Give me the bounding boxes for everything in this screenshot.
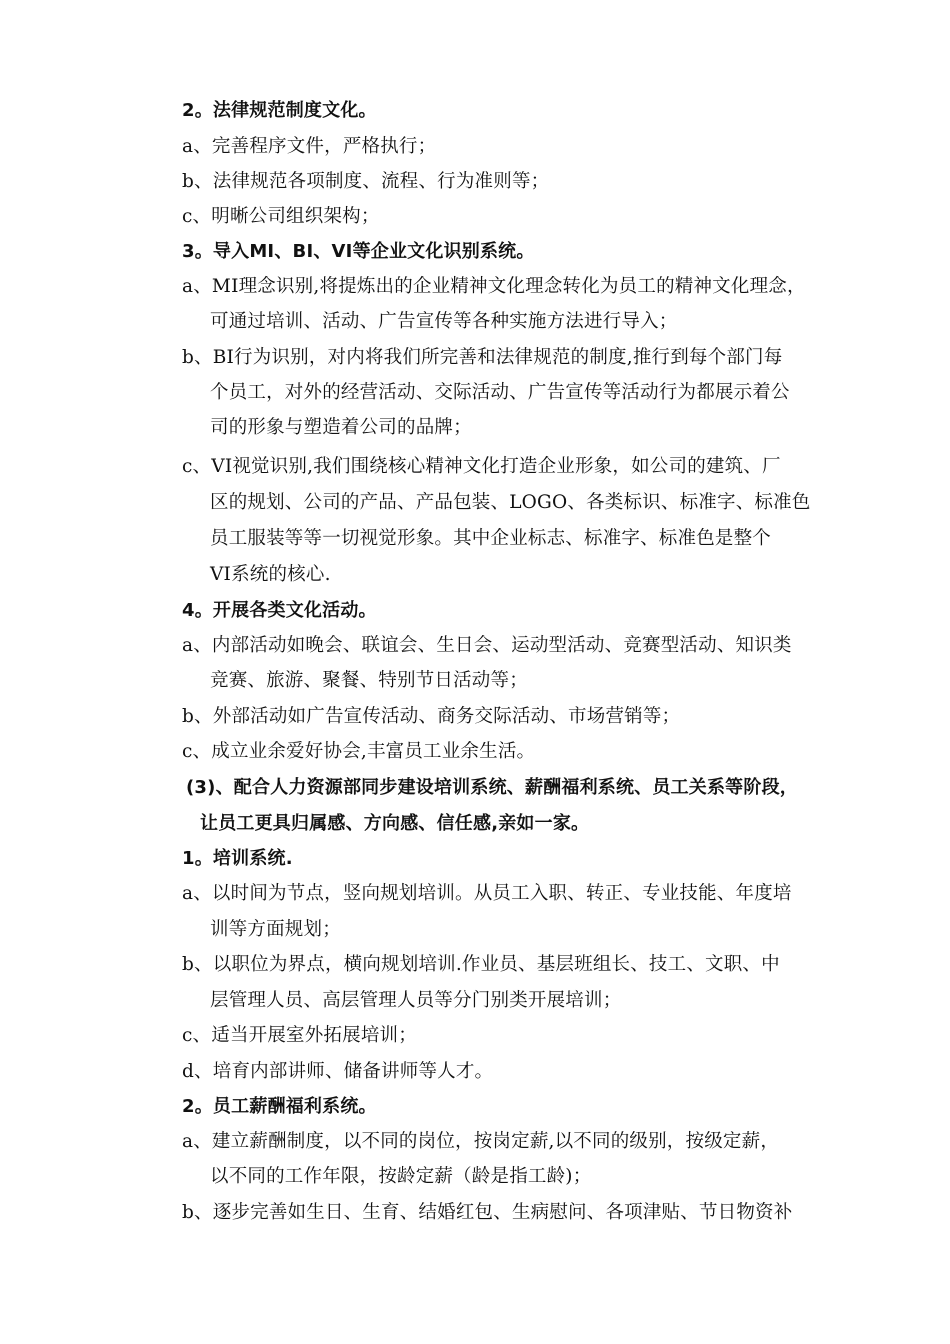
list-item-continuation: 竞赛、旅游、聚餐、特别节日活动等； <box>210 670 528 691</box>
list-item: b、逐步完善如生日、生育、结婚红包、生病慰问、各项津贴、节日物资补 <box>182 1202 793 1223</box>
list-item-continuation: 以不同的工作年限，按龄定薪（龄是指工龄)； <box>210 1166 592 1187</box>
list-item-continuation: 司的形象与塑造着公司的品牌； <box>210 417 472 438</box>
list-item-continuation: 训等方面规划； <box>210 919 341 940</box>
list-item: c、成立业余爱好协会,丰富员工业余生活。 <box>182 741 536 762</box>
list-item: a、MI理念识别,将提炼出的企业精神文化理念转化为员工的精神文化理念， <box>182 276 806 297</box>
list-item: c、明晰公司组织架构； <box>182 206 380 227</box>
list-item: c、VI视觉识别,我们围绕核心精神文化打造企业形象，如公司的建筑、厂 <box>182 456 781 477</box>
list-item-continuation: 个员工，对外的经营活动、交际活动、广告宣传等活动行为都展示着公 <box>210 382 790 403</box>
list-item-continuation: 层管理人员、高层管理人员等分门别类开展培训； <box>210 990 622 1011</box>
section-heading: 2。法律规范制度文化。 <box>182 100 377 121</box>
list-item: a、建立薪酬制度，以不同的岗位，按岗定薪,以不同的级别，按级定薪， <box>182 1131 780 1152</box>
list-item: a、以时间为节点，竖向规划培训。从员工入职、转正、专业技能、年度培 <box>182 883 792 904</box>
list-item-continuation: VI系统的核心. <box>210 564 331 585</box>
list-item: b、以职位为界点，横向规划培训.作业员、基层班组长、技工、文职、中 <box>182 954 780 975</box>
section-heading: 4。开展各类文化活动。 <box>182 600 377 621</box>
list-item: a、完善程序文件，严格执行； <box>182 136 437 157</box>
list-item: c、适当开展室外拓展培训； <box>182 1025 417 1046</box>
list-item: d、培育内部讲师、储备讲师等人才。 <box>182 1061 494 1082</box>
section-heading: (3)、配合人力资源部同步建设培训系统、薪酬福利系统、员工关系等阶段， <box>186 777 798 798</box>
list-item: b、外部活动如广告宣传活动、商务交际活动、市场营销等； <box>182 706 681 727</box>
section-heading-continuation: 让员工更具归属感、方向感、信任感,亲如一家。 <box>200 813 590 834</box>
section-heading: 3。导入MI、BI、VI等企业文化识别系统。 <box>182 241 535 262</box>
list-item: b、法律规范各项制度、流程、行为准则等； <box>182 171 550 192</box>
list-item-continuation: 区的规划、公司的产品、产品包装、LOGO、各类标识、标准字、标准色 <box>210 492 811 513</box>
list-item-continuation: 员工服装等等一切视觉形象。其中企业标志、标准字、标准色是整个 <box>210 528 772 549</box>
section-heading: 1。培训系统. <box>182 848 293 869</box>
list-item-continuation: 可通过培训、活动、广告宣传等各种实施方法进行导入； <box>210 311 678 332</box>
list-item: b、BI行为识别，对内将我们所完善和法律规范的制度,推行到每个部门每 <box>182 347 783 368</box>
list-item: a、内部活动如晚会、联谊会、生日会、运动型活动、竞赛型活动、知识类 <box>182 635 792 656</box>
section-heading: 2。员工薪酬福利系统。 <box>182 1096 377 1117</box>
